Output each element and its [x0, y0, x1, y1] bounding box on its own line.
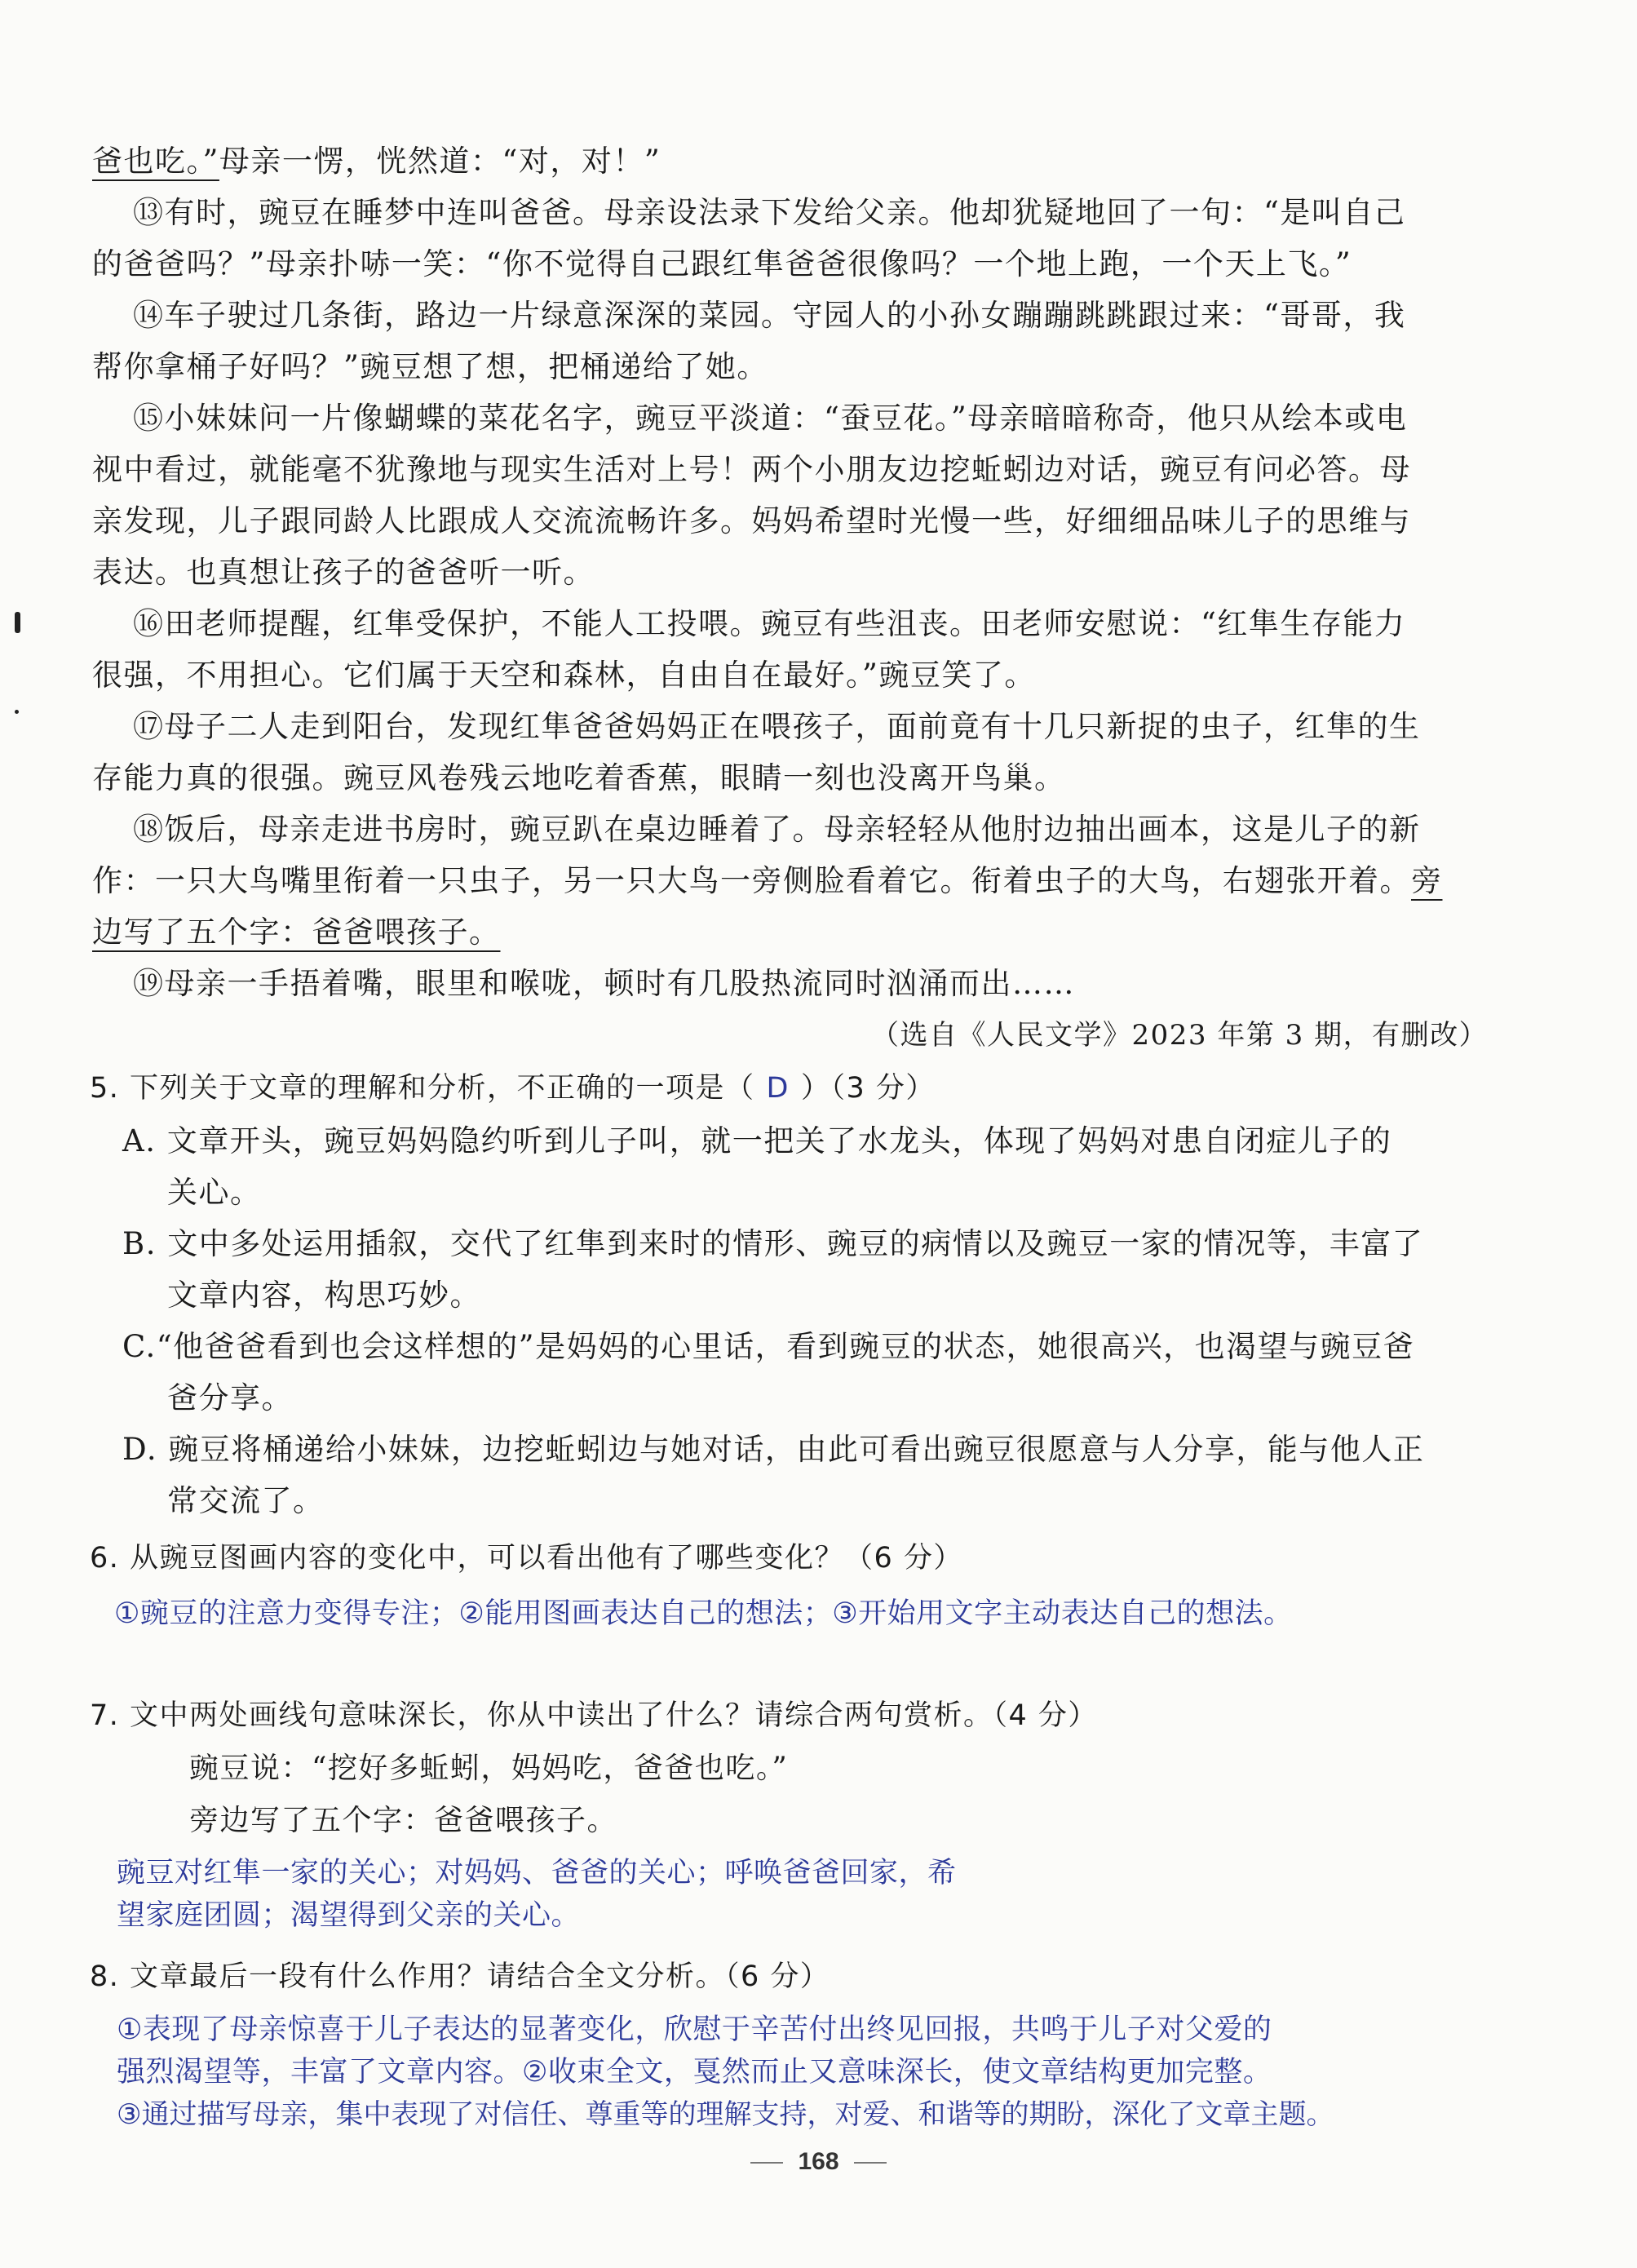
question-5-option-a: A. 文章开头，豌豆妈妈隐约听到儿子叫，就一把关了水龙头，体现了妈妈对患自闭症儿子的	[122, 1123, 1392, 1158]
paragraph-13-line-1: ⑬有时，豌豆在睡梦中连叫爸爸。母亲设法录下发给父亲。他却犹疑地回了一句：“是叫自己	[133, 195, 1406, 230]
paragraph-16-line-2: 很强，不用担心。它们属于天空和森林，自由自在最好。”豌豆笑了。	[92, 658, 1036, 693]
paragraph-17-line-1: ⑰母子二人走到阳台，发现红隼爸爸妈妈正在喂孩子，面前竟有十几只新捉的虫子，红隼的生	[133, 709, 1421, 744]
question-5-stem: 5. 下列关于文章的理解和分析，不正确的一项是（ D ）（3 分）	[90, 1072, 936, 1105]
question-5-answer: D	[766, 1072, 790, 1105]
paragraph-15-line-4: 表达。也真想让孩子的爸爸听一听。	[92, 555, 595, 590]
passage-text: 作：一只大鸟嘴里衔着一只虫子，另一只大鸟一旁侧脸看着它。衔着虫子的大鸟，右翅张开着。	[92, 863, 1411, 898]
paragraph-15-line-3: 亲发现，儿子跟同龄人比跟成人交流流畅许多。妈妈希望时光慢一些，好细细品味儿子的思维与	[92, 503, 1411, 538]
question-8-stem: 8. 文章最后一段有什么作用？请结合全文分析。（6 分）	[90, 1960, 830, 1993]
question-6-answer: ①豌豆的注意力变得专注；②能用图画表达自己的想法；③开始用文字主动表达自己的想法。	[114, 1597, 1293, 1630]
question-8-answer-line-3: ③通过描写母亲，集中表现了对信任、尊重等的理解支持，对爱、和谐等的期盼，深化了文章主题。	[117, 2098, 1334, 2131]
passage-text: 母亲一愣，恍然道：“对，对！”	[219, 144, 661, 179]
paragraph-16-line-1: ⑯田老师提醒，红隼受保护，不能人工投喂。豌豆有些沮丧。田老师安慰说：“红隼生存能力	[133, 606, 1406, 641]
paragraph-18-line-3-underlined: 边写了五个字：爸爸喂孩子。	[92, 915, 501, 950]
question-7-quote-2: 旁边写了五个字：爸爸喂孩子。	[189, 1804, 618, 1837]
question-7-answer-line-1: 豌豆对红隼一家的关心；对妈妈、爸爸的关心；呼唤爸爸回家，希	[117, 1857, 957, 1889]
paragraph-15-line-2: 视中看过，就能毫不犹豫地与现实生活对上号！两个小朋友边挖蚯蚓边对话，豌豆有问必答。母	[92, 452, 1411, 487]
question-8-answer-line-1: ①表现了母亲惊喜于儿子表达的显著变化，欣慰于辛苦付出终见回报，共鸣于儿子对父爱的	[117, 2013, 1272, 2046]
underlined-text: 爸也吃。”	[92, 144, 219, 179]
paragraph-18-line-1: ⑱饭后，母亲走进书房时，豌豆趴在桌边睡着了。母亲轻轻从他肘边抽出画本，这是儿子的新	[133, 812, 1421, 847]
question-7-answer-line-2: 望家庭团圆；渴望得到父亲的关心。	[117, 1899, 581, 1932]
question-5-option-d: D. 豌豆将桶递给小妹妹，边挖蚯蚓边与她对话，由此可看出豌豆很愿意与人分享，能与他人正	[122, 1432, 1425, 1467]
paragraph-14-line-2: 帮你拿桶子好吗？”豌豆想了想，把桶递给了她。	[92, 349, 768, 384]
question-6-stem: 6. 从豌豆图画内容的变化中，可以看出他有了哪些变化？（6 分）	[90, 1542, 963, 1575]
paragraph-14-line-1: ⑭车子驶过几条街，路边一片绿意深深的菜园。守园人的小孙女蹦蹦跳跳跟过来：“哥哥，我	[133, 298, 1406, 333]
paragraph-13-line-2: 的爸爸吗？”母亲扑哧一笑：“你不觉得自己跟红隼爸爸很像吗？一个地上跑，一个天上飞。”	[92, 246, 1352, 281]
margin-dot	[15, 710, 19, 714]
question-5-option-c: C.“他爸爸看到也会这样想的”是妈妈的心里话，看到豌豆的状态，她很高兴，也渴望与豌豆爸	[122, 1329, 1415, 1364]
question-7-quote-1: 豌豆说：“挖好多蚯蚓，妈妈吃，爸爸也吃。”	[189, 1752, 789, 1785]
paragraph-17-line-2: 存能力真的很强。豌豆风卷残云地吃着香蕉，眼睛一刻也没离开鸟巢。	[92, 760, 1066, 795]
question-5-option-b: B. 文中多处运用插叙，交代了红隼到来时的情形、豌豆的病情以及豌豆一家的情况等，丰富了	[122, 1226, 1424, 1261]
source-citation: （选自《人民文学》2023 年第 3 期，有删改）	[871, 1019, 1489, 1052]
question-8-answer-line-2: 强烈渴望等，丰富了文章内容。②收束全文，戛然而止又意味深长，使文章结构更加完整。	[117, 2056, 1272, 2089]
margin-mark	[15, 612, 20, 633]
question-7-stem: 7. 文中两处画线句意味深长，你从中读出了什么？请综合两句赏析。（4 分）	[90, 1699, 1098, 1732]
paragraph-15-line-1: ⑮小妹妹问一片像蝴蝶的菜花名字，豌豆平淡道：“蚕豆花。”母亲暗暗称奇，他只从绘本或电	[133, 401, 1408, 436]
page-number: 168	[0, 2148, 1637, 2176]
paragraph-19-line-1: ⑲母亲一手捂着嘴，眼里和喉咙，顿时有几股热流同时汹涌而出……	[133, 966, 1075, 1001]
paragraph-18-line-2	[92, 858, 1443, 904]
question-5-option-b-cont: 文章内容，构思巧妙。	[167, 1278, 481, 1313]
question-5-option-c-cont: 爸分享。	[167, 1380, 293, 1415]
question-5-option-a-cont: 关心。	[167, 1175, 262, 1210]
question-5-option-d-cont: 常交流了。	[167, 1483, 325, 1518]
passage-line	[92, 139, 661, 184]
underlined-text: 旁	[1411, 863, 1443, 898]
